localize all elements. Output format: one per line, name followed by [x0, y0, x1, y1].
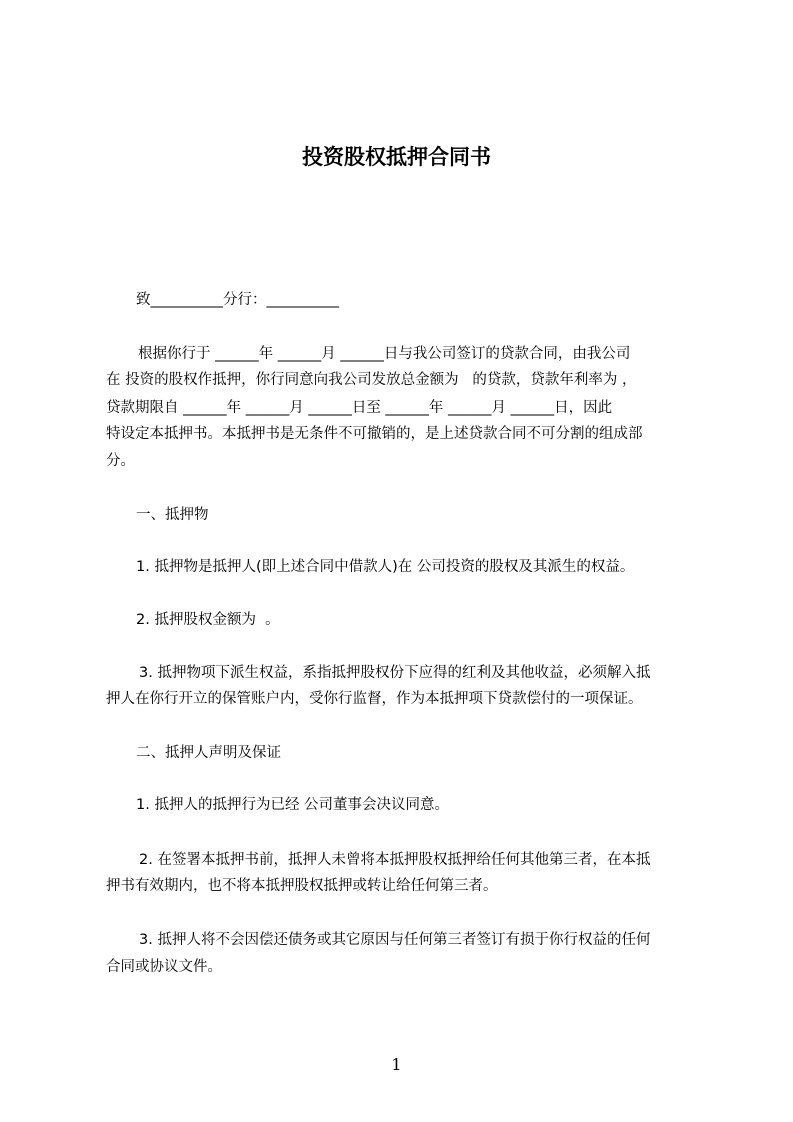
document-title: 投资股权抵押合同书 [302, 145, 491, 169]
preamble-line: 分。 [106, 453, 135, 469]
paragraph-line: 2. 在签署本抵押书前，抵押人未曾将本抵押股权抵押给任何其他第三者，在本抵 [139, 852, 651, 868]
paragraph-line: 合同或协议文件。 [106, 959, 222, 975]
preamble-line: 在 投资的股权作抵押，你行同意向我公司发放总金额为 的贷款，贷款年利率为 ， [106, 372, 637, 388]
section-heading-declarations: 二、抵押人声明及保证 [136, 745, 281, 761]
collateral-item-2: 2. 抵押股权金额为 。 [136, 612, 280, 628]
addressee-line: 致__________分行：__________ [136, 292, 339, 308]
paragraph-line: 3. 抵押物项下派生权益，系指抵押股权份下应得的红利及其他收益，必须解入抵 [139, 665, 651, 681]
preamble-line: 特设定本抵押书。本抵押书是无条件不可撤销的，是上述贷款合同不可分割的组成部 [106, 426, 643, 442]
preamble-line: 根据你行于 ______年 ______月 ______日与我公司签订的贷款合同，由我公司 [138, 346, 631, 362]
declaration-item-1: 1. 抵押人的抵押行为已经 公司董事会决议同意。 [136, 797, 450, 813]
section-heading-collateral: 一、抵押物 [136, 507, 209, 523]
paragraph-line: 押书有效期内，也不将本抵押股权抵押或转让给任何第三者。 [106, 878, 498, 894]
paragraph-line: 押人在你行开立的保管账户内，受你行监督，作为本抵押项下贷款偿付的一项保证。 [106, 691, 643, 707]
paragraph-line: 3. 抵押人将不会因偿还债务或其它原因与任何第三者签订有损于你行权益的任何 [139, 932, 651, 948]
collateral-item-1: 1. 抵押物是抵押人(即上述合同中借款人)在 公司投资的股权及其派生的权益。 [136, 559, 635, 575]
preamble-line: 贷款期限自 ______年 ______月 ______日至 ______年 ______月 ______日，因此 [106, 400, 613, 416]
page-number: 1 [391, 1055, 402, 1074]
